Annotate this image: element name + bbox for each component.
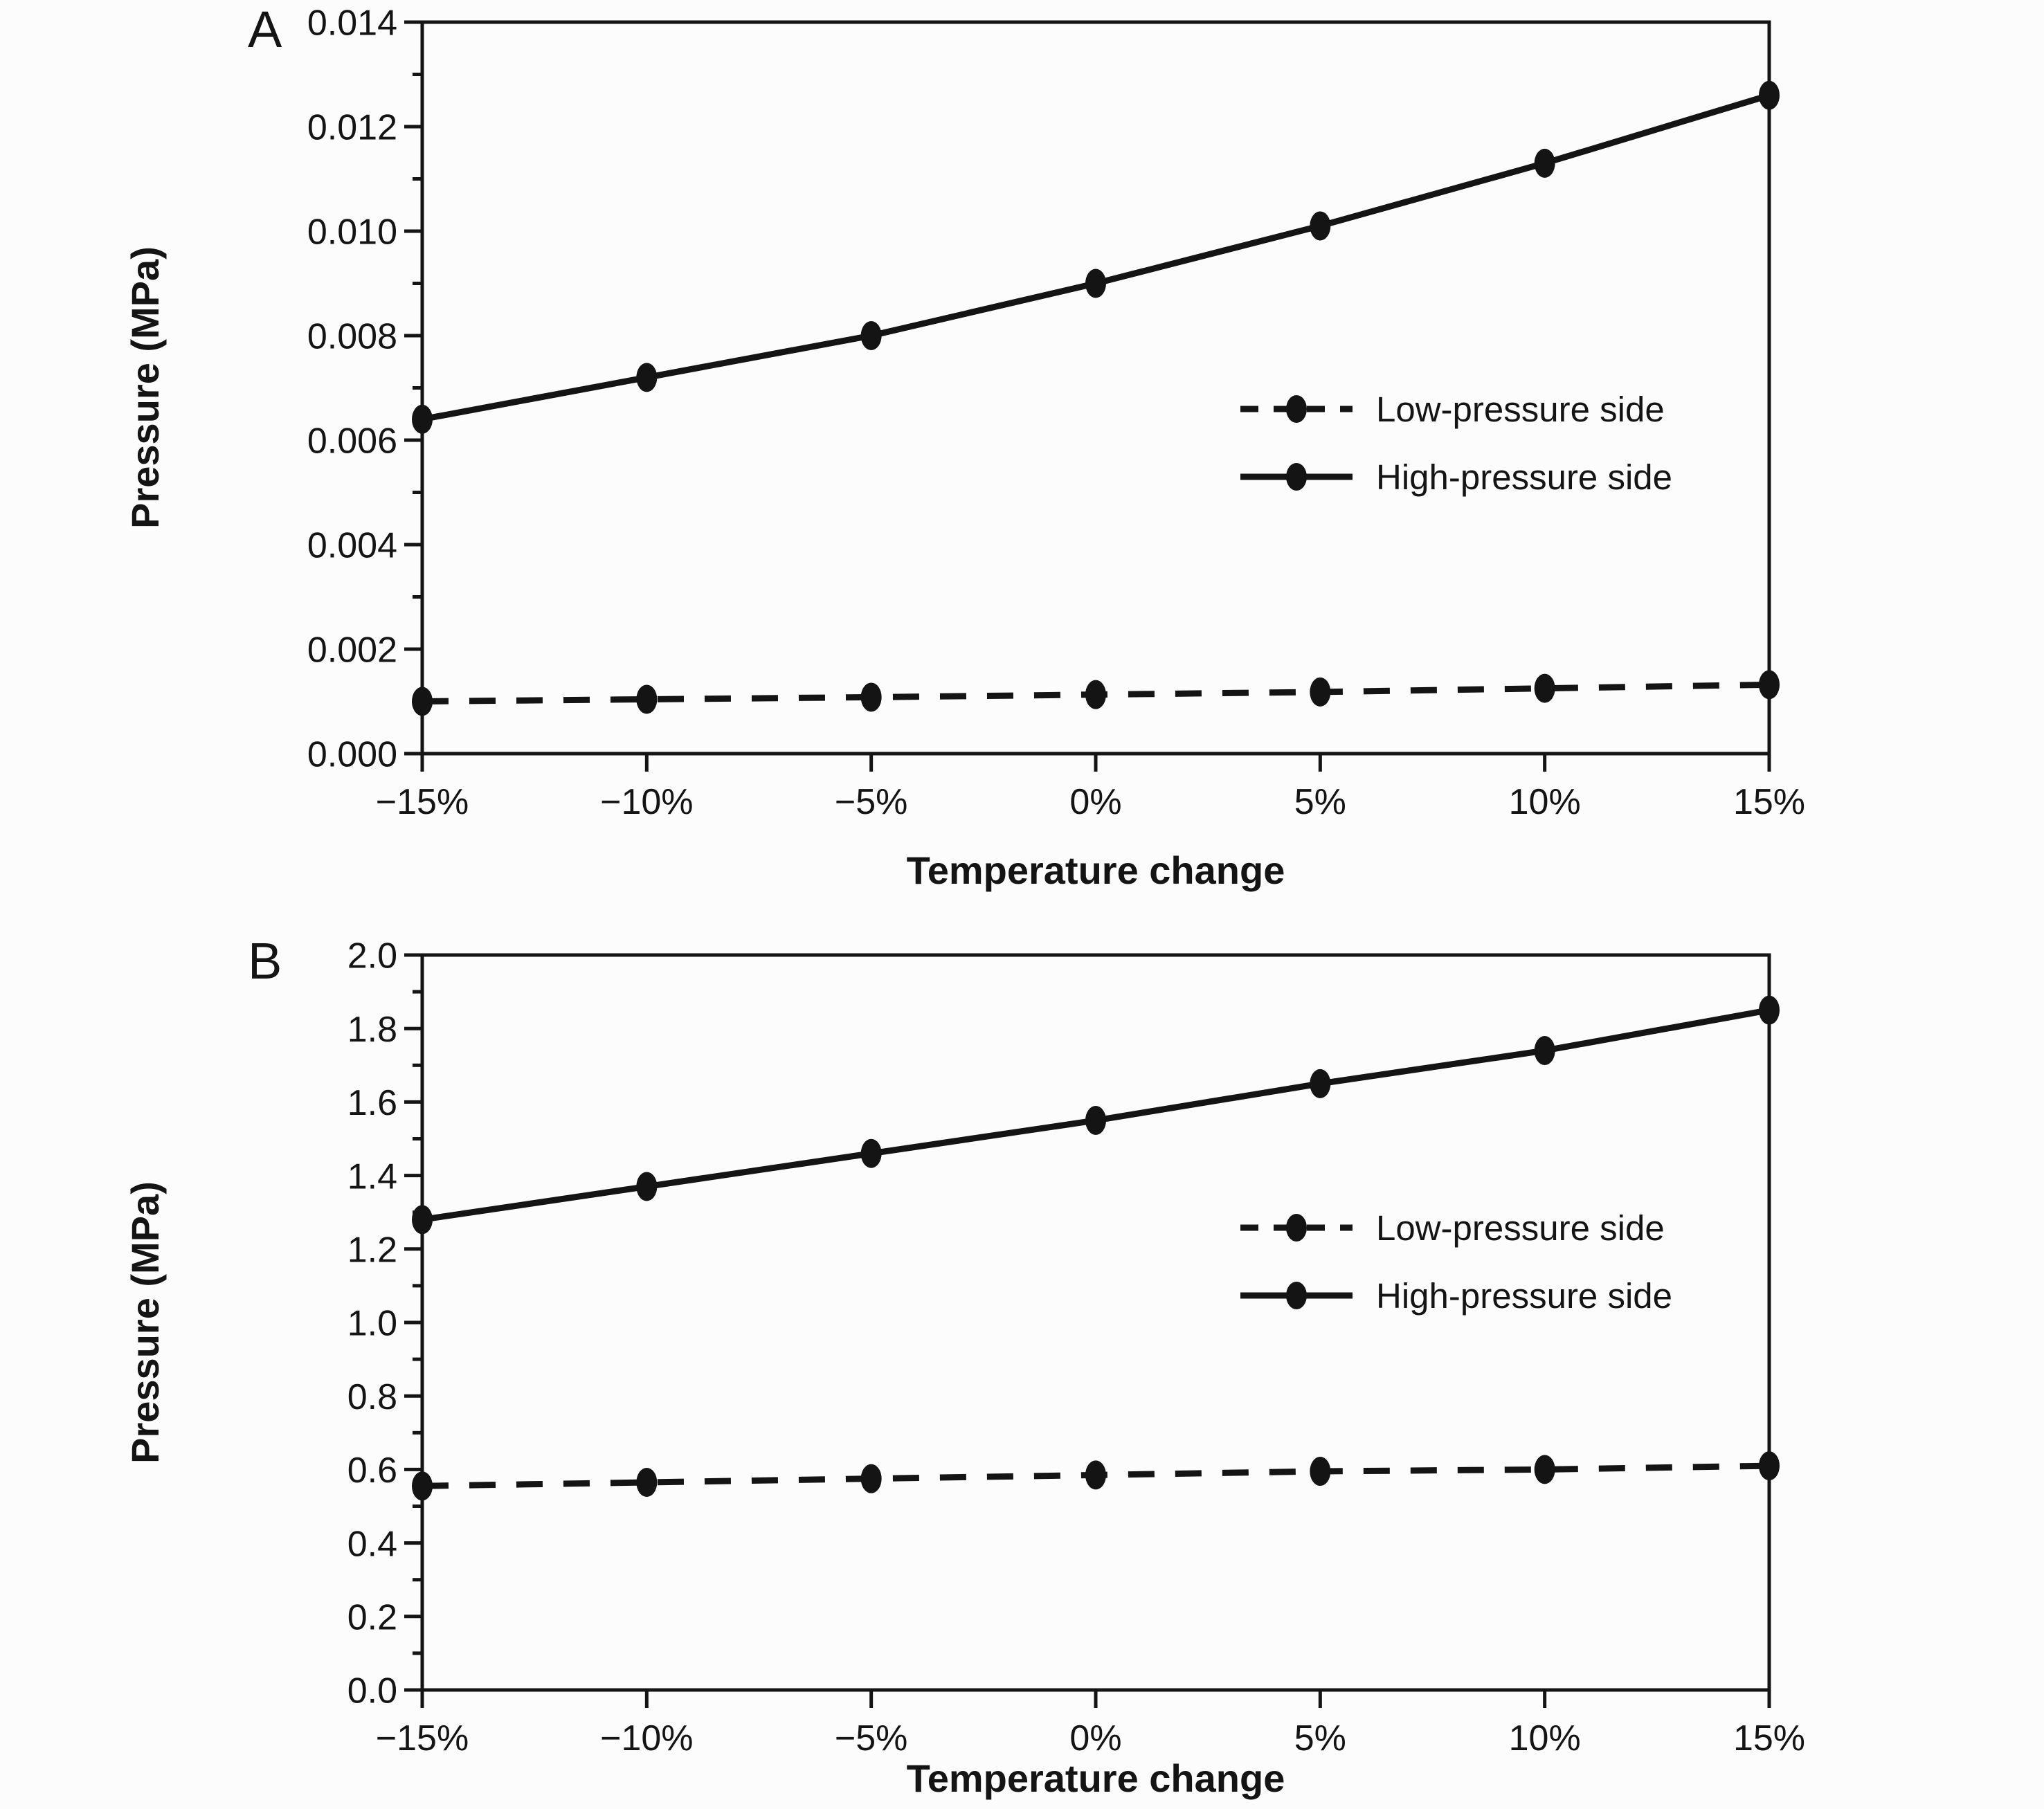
y-tick-label: 0.0 bbox=[347, 1671, 397, 1711]
legend-item-high-pressure bbox=[1238, 443, 1672, 511]
data-point-marker bbox=[861, 1139, 882, 1168]
y-tick-label: 1.6 bbox=[347, 1083, 397, 1124]
legend-item-high-pressure bbox=[1238, 1262, 1672, 1329]
data-point-marker bbox=[1759, 996, 1780, 1025]
y-tick-label: 0.002 bbox=[307, 630, 397, 671]
data-point-marker bbox=[1310, 1069, 1330, 1098]
solid-line-marker-icon bbox=[1238, 455, 1355, 499]
y-tick-label: 1.8 bbox=[347, 1009, 397, 1050]
y-tick-label: 2.0 bbox=[347, 936, 397, 976]
x-tick-label: −5% bbox=[834, 782, 908, 822]
data-point-marker bbox=[1535, 1036, 1555, 1065]
x-tick-label: −5% bbox=[834, 1718, 908, 1758]
y-tick-label: 1.2 bbox=[347, 1230, 397, 1271]
y-tick-label: 0.4 bbox=[347, 1524, 397, 1565]
y-tick-label: 0.006 bbox=[307, 421, 397, 462]
data-point-marker bbox=[636, 684, 657, 713]
series-line-solid-A bbox=[422, 96, 1769, 419]
data-point-marker bbox=[412, 1205, 433, 1234]
legend-item-low-pressure bbox=[1238, 1194, 1672, 1262]
x-tick-label: 0% bbox=[1069, 1718, 1122, 1758]
y-axis-title-b: Pressure (MPa) bbox=[123, 1181, 167, 1464]
x-tick-label: 15% bbox=[1733, 782, 1806, 822]
data-point-marker bbox=[1085, 269, 1106, 298]
y-tick-label: 0.012 bbox=[307, 107, 397, 148]
panel-a-label: A bbox=[248, 1, 283, 58]
data-point-marker bbox=[1310, 678, 1330, 707]
legend-label-low-pressure: Low-pressure side bbox=[1376, 1208, 1665, 1248]
x-tick-label: 5% bbox=[1294, 1718, 1346, 1758]
x-axis-title-b: Temperature change bbox=[906, 1756, 1285, 1800]
y-tick-label: 0.004 bbox=[307, 525, 397, 566]
legend-label-high-pressure: High-pressure side bbox=[1376, 457, 1673, 497]
y-tick-label: 1.0 bbox=[347, 1303, 397, 1344]
data-point-marker bbox=[636, 363, 657, 392]
data-point-marker bbox=[412, 1471, 433, 1500]
data-point-marker bbox=[412, 687, 433, 716]
solid-line-marker-icon bbox=[1238, 1273, 1355, 1318]
legend-label-low-pressure: Low-pressure side bbox=[1376, 389, 1665, 429]
data-point-marker bbox=[861, 321, 882, 350]
y-axis-title-a: Pressure (MPa) bbox=[123, 246, 167, 529]
panel-b-label: B bbox=[248, 932, 283, 990]
legend-a bbox=[1238, 375, 1672, 511]
data-point-marker bbox=[636, 1172, 657, 1201]
y-tick-label: 1.4 bbox=[347, 1156, 397, 1197]
data-point-marker bbox=[1085, 1106, 1106, 1135]
x-tick-label: −15% bbox=[375, 782, 469, 822]
y-tick-label: 0.014 bbox=[307, 3, 397, 44]
legend-item-low-pressure bbox=[1238, 375, 1672, 443]
x-tick-label: 0% bbox=[1069, 782, 1122, 822]
data-point-marker bbox=[1535, 1455, 1555, 1484]
x-tick-label: −15% bbox=[375, 1718, 469, 1758]
data-point-marker bbox=[412, 405, 433, 434]
y-tick-label: 0.008 bbox=[307, 316, 397, 357]
x-tick-label: 10% bbox=[1508, 782, 1581, 822]
data-point-marker bbox=[1310, 1457, 1330, 1486]
x-tick-label: 10% bbox=[1508, 1718, 1581, 1758]
y-tick-label: 0.8 bbox=[347, 1376, 397, 1417]
data-point-marker bbox=[1085, 680, 1106, 709]
data-point-marker bbox=[1310, 211, 1330, 240]
x-tick-label: −10% bbox=[600, 782, 694, 822]
dashed-line-marker-icon bbox=[1238, 387, 1355, 431]
data-point-marker bbox=[1535, 149, 1555, 178]
y-tick-label: 0.010 bbox=[307, 212, 397, 253]
data-point-marker bbox=[1535, 674, 1555, 703]
data-point-marker bbox=[861, 1464, 882, 1493]
x-tick-label: 15% bbox=[1733, 1718, 1806, 1758]
y-tick-label: 0.2 bbox=[347, 1597, 397, 1638]
y-tick-label: 0.000 bbox=[307, 734, 397, 775]
data-point-marker bbox=[1085, 1460, 1106, 1489]
legend-label-high-pressure: High-pressure side bbox=[1376, 1275, 1673, 1316]
data-point-marker bbox=[861, 682, 882, 711]
x-axis-title-a: Temperature change bbox=[906, 848, 1285, 892]
x-tick-label: 5% bbox=[1294, 782, 1346, 822]
dashed-line-marker-icon bbox=[1238, 1206, 1355, 1250]
y-tick-label: 0.6 bbox=[347, 1451, 397, 1491]
x-tick-label: −10% bbox=[600, 1718, 694, 1758]
data-point-marker bbox=[1759, 1451, 1780, 1480]
legend-b bbox=[1238, 1194, 1672, 1329]
data-point-marker bbox=[636, 1468, 657, 1497]
data-point-marker bbox=[1759, 670, 1780, 699]
data-point-marker bbox=[1759, 81, 1780, 110]
